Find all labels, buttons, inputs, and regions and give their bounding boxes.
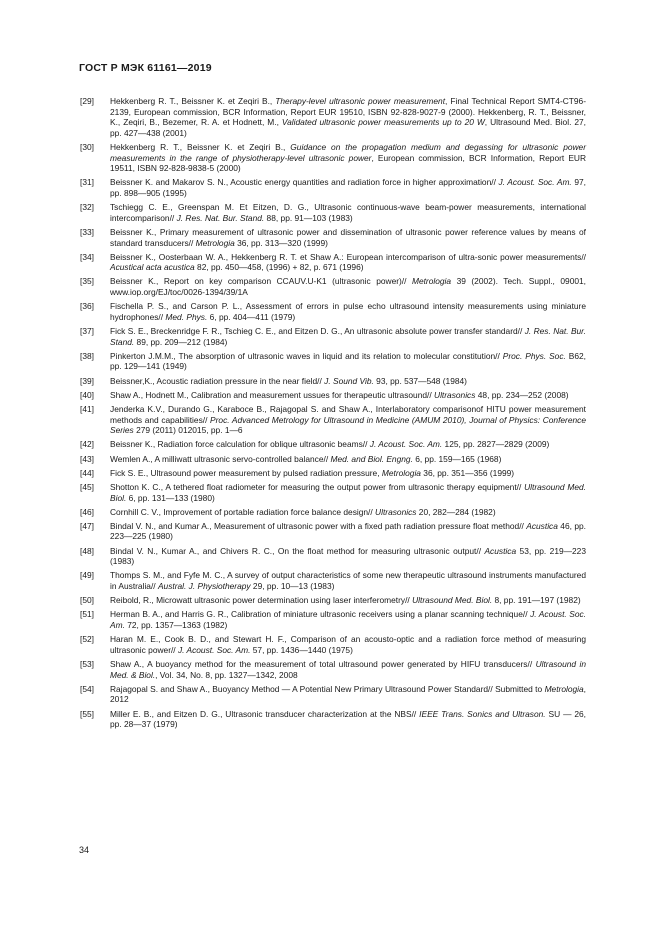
reference-text: [110, 634, 586, 655]
reference-text: [110, 376, 586, 387]
reference-item: [80, 439, 586, 450]
reference-text-segment: Fick S. E., Ultrasound power measurement by pulsed radiation pressure,: [110, 467, 382, 478]
page-number: 34: [79, 845, 90, 855]
reference-number: [48]: [80, 545, 94, 556]
reference-text-segment: Bindal V. N., Kumar A., and Chivers R. C., On the float method for measuring ultrasonic output//: [110, 545, 485, 556]
reference-number: [30]: [80, 141, 94, 152]
reference-text-segment: 20, 282—284 (1982): [416, 506, 496, 517]
reference-item: [80, 326, 586, 347]
reference-item: [80, 252, 586, 273]
reference-text: [110, 482, 586, 503]
reference-number: [45]: [80, 481, 94, 492]
reference-text-segment: Beissner K., Primary measurement of ultrasonic power and dissemination of ultrasonic power reference values by means of standard transducers//: [110, 226, 586, 248]
reference-text-segment: Cornhill C. V., Improvement of portable radiation force balance design//: [110, 506, 376, 517]
reference-text: [110, 326, 586, 347]
reference-text: [110, 351, 586, 372]
reference-text-segment: Bindal V. N., and Kumar A., Measurement of ultrasonic power with a fixed path radiation pressure float method//: [110, 520, 527, 531]
reference-text-segment: , Final Technical Report SMT4-CT96-2139, European commission, BCR Information, Report EUR 19510, ISBN 92-828-9027-9 (2000). Hekkenberg, R. T., Beissner, K., Zeqiri, B., Bezemer, R. A. et Hodnett, M.,: [110, 96, 586, 128]
reference-text-segment: Miller E. B., and Eitzen D. G., Ultrasonic transducer characterization at the NBS//: [110, 708, 420, 719]
reference-source-title: Guidance on the propagation medium and degassing for ultrasonic power measurements in the range of physiotherapy-level ultrasonic power: [110, 141, 587, 163]
reference-list: [80, 96, 586, 733]
reference-item: [80, 96, 586, 138]
reference-number: [52]: [80, 634, 94, 645]
reference-text-segment: 29, pp. 10—13 (1983): [250, 581, 335, 592]
reference-source-title: Med. Phys.: [165, 311, 208, 322]
reference-text-segment: 36, pp. 351—356 (1999): [420, 467, 515, 478]
reference-text-segment: 88, pp. 91—103 (1983): [264, 212, 353, 223]
reference-number: [38]: [80, 350, 94, 361]
reference-text-segment: 53, pp. 219—223 (1983): [110, 545, 586, 567]
reference-text: [110, 507, 586, 518]
reference-source-title: J. Acoust. Soc. Am.: [498, 177, 572, 188]
reference-number: [39]: [80, 375, 94, 386]
reference-text-segment: Beissner K., Radiation force calculation for oblique ultrasonic beams//: [110, 439, 370, 450]
reference-text-segment: 82, pp. 450—458, (1996) + 82, p. 671 (1996): [194, 262, 364, 273]
reference-text-segment: 48, pp. 234—252 (2008): [475, 389, 569, 400]
reference-source-title: Austral. J. Physiotherapy: [157, 581, 251, 592]
reference-text-segment: SU — 26, pp. 28—37 (1979): [110, 708, 586, 730]
reference-text-segment: 6, pp. 404—411 (1979): [207, 311, 296, 322]
reference-number: [33]: [80, 226, 94, 237]
reference-text: [110, 595, 586, 606]
reference-source-title: J. Res. Nat. Bur. Stand.: [110, 326, 586, 347]
reference-text-segment: , Ultrasound Med. Biol. 27, pp. 427—438 (2001): [110, 117, 587, 138]
reference-text: [110, 570, 586, 591]
reference-number: [34]: [80, 251, 94, 262]
reference-text: [110, 252, 586, 273]
reference-text-segment: 72, pp. 1357—1363 (1982): [124, 620, 228, 630]
reference-source-title: Acustical acta acustica: [110, 262, 195, 273]
reference-number: [41]: [80, 403, 94, 414]
reference-source-title: Ultrasonics: [434, 389, 476, 400]
reference-text-segment: Beissner K., Oosterbaan W. A., Hekkenberg R. T. et Shaw A.: European intercomparison of ultra-sonic power measurements//: [110, 251, 586, 262]
reference-item: [80, 351, 586, 372]
reference-number: [42]: [80, 439, 94, 450]
reference-number: [50]: [80, 595, 94, 606]
reference-text: [110, 177, 586, 198]
reference-item: [80, 521, 586, 542]
reference-text-segment: Beissner K. and Makarov S. N., Acoustic energy quantities and radiation force in higher approximation//: [110, 177, 499, 188]
reference-source-title: Proc. Advanced Metrology for Ultrasound in Medicine (AMUM 2010), Journal of Physics: Conference Series: [110, 414, 587, 436]
reference-number: [49]: [80, 570, 94, 581]
reference-source-title: Ultrasonics: [375, 506, 417, 517]
reference-source-title: J. Acoust. Soc. Am.: [177, 644, 251, 655]
reference-text-segment: Rajagopal S. and Shaw A., Buoyancy Method — A Potential New Primary Ultrasound Power Standard// Submitted to: [110, 683, 545, 694]
reference-number: [47]: [80, 520, 94, 531]
reference-number: [36]: [80, 301, 94, 312]
reference-text-segment: , European commission, BCR Information, Report EUR 19511, ISBN 92-828-9838-5 (2000): [110, 152, 586, 174]
reference-item: [80, 570, 586, 591]
reference-source-title: Ultrasound Med. Biol.: [110, 481, 586, 503]
reference-text-segment: Shaw A., A buoyancy method for the measurement of total ultrasound power generated by HIFU transducers//: [110, 658, 536, 669]
reference-number: [44]: [80, 467, 94, 478]
reference-source-title: Proc. Phys. Soc.: [502, 350, 566, 361]
reference-text-segment: Herman B. A., and Harris G. R., Calibration of miniature ultrasonic receivers using a planar scanning technique//: [110, 609, 531, 620]
reference-item: [80, 390, 586, 401]
reference-item: [80, 142, 586, 174]
reference-text: [110, 301, 586, 322]
reference-item: [80, 595, 586, 606]
reference-number: [37]: [80, 326, 94, 337]
reference-source-title: Ultrasound in Med. & Biol.: [110, 658, 586, 680]
reference-text-segment: Beissner K., Report on key comparison CCAUV.U-K1 (ultrasonic power)//: [110, 276, 412, 287]
reference-text: [110, 521, 586, 542]
reference-text: [110, 96, 586, 138]
reference-item: [80, 659, 586, 680]
reference-text-segment: 97, pp. 898—905 (1995): [110, 177, 586, 198]
reference-text-segment: 8, pp. 191—197 (1982): [492, 595, 581, 606]
reference-text-segment: Thomps S. M., and Fyfe M. C., A survey of output characteristics of some new therapeutic ultrasound instruments manufactured in Australia//: [110, 570, 586, 592]
reference-text-segment: 36, pp. 313—320 (1999): [234, 237, 328, 248]
reference-item: [80, 177, 586, 198]
reference-number: [29]: [80, 96, 94, 106]
reference-item: [80, 376, 586, 387]
reference-text-segment: Jenderka K.V., Durando G., Karaboce B., Rajagopal S. and Shaw A., Interlaboratory comparisonof HITU power measurement methods and capabilities//: [110, 403, 586, 425]
reference-source-title: J. Acoust. Soc. Am.: [110, 609, 587, 630]
reference-source-title: Acustica: [526, 520, 558, 531]
reference-text-segment: Wemlen A., A milliwatt ultrasonic servo-controlled balance//: [110, 453, 331, 464]
reference-source-title: J. Res. Nat. Bur. Stand.: [176, 212, 265, 223]
reference-source-title: Med. and Biol. Engng.: [330, 453, 413, 464]
reference-text-segment: 279 (2011) 012015, pp. 1—6: [133, 425, 243, 436]
reference-text: [110, 659, 586, 680]
document-header: ГОСТ Р МЭК 61161—2019: [79, 62, 212, 74]
reference-number: [35]: [80, 276, 94, 287]
reference-source-title: J. Acoust. Soc. Am.: [369, 439, 443, 450]
reference-text-segment: 93, pp. 537—548 (1984): [373, 375, 467, 386]
reference-item: [80, 546, 586, 567]
reference-text: [110, 546, 586, 567]
reference-text-segment: 6, pp. 159—165 (1968): [412, 453, 502, 464]
reference-source-title: Acustica: [484, 545, 517, 556]
reference-text: [110, 390, 586, 401]
reference-text: [110, 142, 586, 174]
reference-text: [110, 684, 586, 705]
reference-text-segment: 89, pp. 209—212 (1984): [134, 336, 228, 347]
reference-source-title: Metrologia: [544, 683, 584, 694]
reference-text-segment: 39 (2002). Tech. Suppl., 09001, www.iop.org/EJ/toc/0026-1394/39/1A: [110, 276, 586, 298]
reference-text: [110, 227, 586, 248]
reference-item: [80, 684, 586, 705]
reference-text-segment: 57, pp. 1436—1440 (1975): [250, 644, 353, 655]
reference-source-title: J. Sound Vib.: [324, 375, 374, 386]
reference-number: [55]: [80, 708, 94, 719]
reference-number: [46]: [80, 506, 94, 517]
reference-source-title: IEEE Trans. Sonics and Ultrason.: [419, 708, 546, 719]
reference-item: [80, 507, 586, 518]
reference-text-segment: Shotton K. C., A tethered float radiometer for measuring the output power from ultrasonic therapy equipment//: [110, 481, 525, 492]
reference-text-segment: B62, pp. 129—141 (1949): [110, 350, 587, 372]
reference-item: [80, 609, 586, 630]
reference-text-segment: Tschiegg C. E., Greenspan M. Et Eitzen, D. G., Ultrasonic continuous-wave beam-power measurements, international intercomparison//: [110, 202, 586, 223]
reference-text-segment: Beissner,K., Acoustic radiation pressure in the near field//: [110, 375, 325, 386]
reference-text-segment: Pinkerton J.M.M., The absorption of ultrasonic waves in liquid and its relation to molecular constitution//: [110, 350, 503, 361]
reference-item: [80, 454, 586, 465]
reference-item: [80, 202, 586, 223]
reference-number: [51]: [80, 609, 94, 620]
reference-number: [53]: [80, 658, 94, 669]
reference-text-segment: 125, pp. 2827—2829 (2009): [442, 439, 550, 450]
reference-item: [80, 276, 586, 297]
reference-number: [32]: [80, 202, 94, 213]
reference-text-segment: Hekkenberg R. T., Beissner K. et Zeqiri B.,: [110, 96, 276, 106]
reference-text: [110, 454, 586, 465]
reference-text: [110, 709, 586, 730]
reference-number: [40]: [80, 389, 94, 400]
reference-number: [54]: [80, 683, 94, 694]
reference-item: [80, 227, 586, 248]
reference-item: [80, 404, 586, 436]
reference-text-segment: , 2012: [110, 683, 586, 705]
reference-text-segment: Fick S. E., Breckenridge F. R., Tschieg C. E., and Eitzen D. G., An ultrasonic absolute power transfer standard//: [110, 326, 525, 337]
reference-text: [110, 202, 586, 223]
reference-source-title: Metrologia: [411, 276, 452, 287]
reference-text-segment: 46, pp. 223—225 (1980): [110, 520, 586, 542]
reference-source-title: Metrologia: [381, 467, 421, 478]
reference-text: [110, 468, 586, 479]
reference-number: [43]: [80, 453, 94, 464]
reference-text-segment: 6, pp. 131—133 (1980): [126, 492, 215, 503]
reference-text-segment: Hekkenberg R. T., Beissner K. et Zeqiri B.,: [110, 141, 291, 152]
reference-text-segment: , Vol. 34, No. 8, pp. 1327—1342, 2008: [155, 669, 298, 680]
reference-text: [110, 609, 586, 630]
reference-item: [80, 709, 586, 730]
reference-text-segment: Haran M. E., Cook B. D., and Stewart H. F., Comparison of an acousto-optic and a radiation force method of measuring ultrasonic power//: [110, 634, 586, 655]
reference-source-title: Therapy-level ultrasonic power measurement: [275, 96, 446, 106]
reference-source-title: Metrologia: [195, 237, 235, 248]
reference-text: [110, 276, 586, 297]
reference-text-segment: Reibold, R., Microwatt ultrasonic power determination using laser interferometry//: [110, 595, 413, 606]
reference-source-title: Validated ultrasonic power measurements up to 20 W: [281, 117, 485, 128]
reference-number: [31]: [80, 177, 94, 188]
reference-item: [80, 468, 586, 479]
reference-text-segment: Shaw A., Hodnett M., Calibration and measurement ussues for therapeutic ultrasound//: [110, 389, 435, 400]
reference-item: [80, 301, 586, 322]
reference-text: [110, 439, 586, 450]
reference-item: [80, 482, 586, 503]
reference-text: [110, 404, 586, 436]
reference-item: [80, 634, 586, 655]
reference-source-title: Ultrasound Med. Biol.: [412, 595, 493, 606]
reference-text-segment: Fischella P. S., and Carson P. L., Assessment of errors in pulse echo ultrasound intensity measurements using miniature hydrophones//: [110, 301, 586, 322]
